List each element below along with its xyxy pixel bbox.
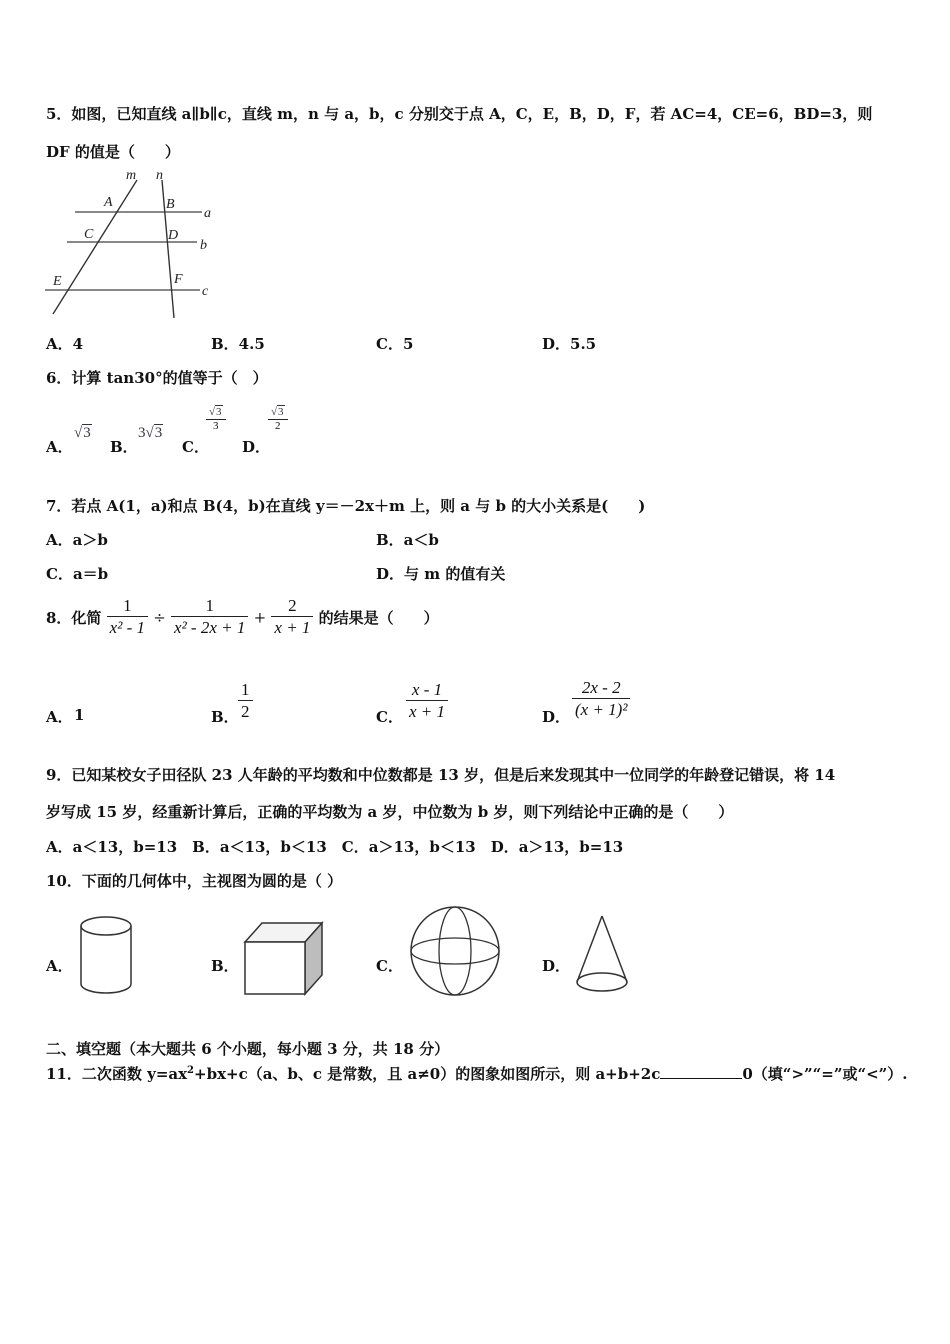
q6-c-den: 3 <box>213 420 219 432</box>
q11-stem <box>46 1063 908 1084</box>
q8-option-a-label: A． <box>46 708 73 726</box>
q6-stem: 6．计算 tan30°的值等于（ ） <box>46 369 268 387</box>
q5-stem: 5．如图，已知直线 a∥b∥c，直线 m，n 与 a，b，c 分别交于点 A，C，E，B，D，F，若 AC=4，CE=6，BD=3，则 <box>46 105 873 123</box>
q8-d-fraction <box>572 678 630 721</box>
q8-c-num: x - 1 <box>406 680 448 701</box>
q6-option-a-value: √3 <box>74 425 91 441</box>
section-2-heading: 二、填空题（本大题共 6 个小题，每小题 3 分，共 18 分） <box>46 1040 450 1058</box>
q6-option-b-label: B． <box>110 438 138 456</box>
cube-icon <box>240 918 330 998</box>
q6-d-fraction: $\frac{√3}{2}$ <box>268 406 288 433</box>
label-C: C <box>84 227 94 242</box>
q8-f2-den: x² - 2x + 1 <box>174 618 246 637</box>
q11-answer-blank[interactable] <box>660 1066 742 1079</box>
q8-d-num: 2x - 2 <box>572 678 630 699</box>
line-m <box>53 180 137 314</box>
label-E: E <box>53 274 62 289</box>
q11-suffix: 0（填“>”“=”或“<”）. <box>742 1065 908 1083</box>
q5-parallel-lines-figure <box>40 168 220 320</box>
q8-option-d-label: D． <box>542 708 571 726</box>
q10-option-a-label: A． <box>46 957 73 975</box>
q8-option-a-value: 1 <box>74 706 85 724</box>
q10-option-c-label: C． <box>376 957 403 975</box>
q9-options: A．a＜13，b=13 B．a＜13，b＜13 C．a＞13，b＜13 D．a＞13，b=13 <box>46 838 624 856</box>
q8-prefix: 8．化简 <box>46 609 102 627</box>
q8-b-den: 2 <box>241 702 250 721</box>
q10-stem: 10．下面的几何体中，主视图为圆的是（ ） <box>46 872 343 890</box>
q6-option-d-label: D． <box>242 438 271 456</box>
q5-option-b: B．4.5 <box>211 335 265 353</box>
q8-option-d-value <box>572 678 630 721</box>
q8-b-num: 1 <box>238 680 253 701</box>
q7-option-a: A．a＞b <box>46 531 108 549</box>
q8-f1-den: x² - 1 <box>109 618 145 637</box>
label-F: F <box>174 272 183 287</box>
q6-option-c-label: C． <box>182 438 209 456</box>
q9-stem-cont: 岁写成 15 岁，经重新计算后，正确的平均数为 a 岁，中位数为 b 岁，则下列结论中正确的是（ ） <box>46 803 734 821</box>
q7-option-c: C．a＝b <box>46 565 109 583</box>
q6-d-den: 2 <box>275 420 281 432</box>
q8-fraction-3 <box>271 596 313 639</box>
q6-d-num-radicand: 3 <box>278 406 284 418</box>
q5-stem-cont: DF 的值是（ ） <box>46 143 180 161</box>
q6-b-radicand: 3 <box>154 425 163 441</box>
q8-plus: + <box>253 608 267 627</box>
sphere-icon <box>406 902 504 1000</box>
label-m: m <box>126 168 137 183</box>
q8-option-c-label: C． <box>376 708 403 726</box>
q11-prefix: 11．二次函数 y=ax <box>46 1065 188 1083</box>
q10-option-d-label: D． <box>542 957 571 975</box>
q11-exponent: 2 <box>187 1065 195 1076</box>
q8-b-fraction <box>238 680 253 723</box>
label-b: b <box>200 238 207 253</box>
q6-option-d-value <box>268 406 288 433</box>
q8-c-fraction <box>406 680 448 723</box>
label-D: D <box>168 228 179 243</box>
q10-option-b-label: B． <box>211 957 239 975</box>
q8-fraction-1 <box>107 596 148 639</box>
q7-option-b: B．a＜b <box>376 531 439 549</box>
label-a: a <box>204 206 211 221</box>
q8-option-c-value <box>406 680 448 723</box>
label-A: A <box>104 195 113 210</box>
q6-c-fraction: $\frac{√3}{3}$ <box>206 406 226 433</box>
q6-option-c-value <box>206 406 226 433</box>
q8-option-b-label: B． <box>211 708 239 726</box>
q9-stem: 9．已知某校女子田径队 23 人年龄的平均数和中位数都是 13 岁，但是后来发现其中一位同学的年龄登记错误，将 14 <box>46 766 836 784</box>
q7-stem: 7．若点 A(1，a)和点 B(4，b)在直线 y＝－2x＋m 上，则 a 与 b 的大小关系是( ) <box>46 497 646 515</box>
q8-stem <box>46 596 439 639</box>
q6-b-coef: 3 <box>138 425 146 441</box>
label-c: c <box>202 284 209 299</box>
q8-f2-num: 1 <box>171 596 248 617</box>
q6-a-radicand: 3 <box>83 425 91 441</box>
q8-divide: ÷ <box>153 608 166 627</box>
label-B: B <box>166 197 175 212</box>
label-n: n <box>156 168 163 183</box>
q8-option-b-value <box>238 680 253 723</box>
q8-fraction-2 <box>171 596 248 639</box>
q5-option-c: C．5 <box>376 335 414 353</box>
q8-d-den: (x + 1)² <box>575 700 628 719</box>
q8-c-den: x + 1 <box>409 702 446 721</box>
q6-option-b-value: 3√3 <box>138 425 163 441</box>
q8-f1-num: 1 <box>107 596 148 617</box>
q6-option-a-label: A． <box>46 438 73 456</box>
q5-option-d: D．5.5 <box>542 335 597 353</box>
q11-middle: +bx+c（a、b、c 是常数，且 a≠0）的图象如图所示，则 a+b+2c <box>194 1065 661 1083</box>
q8-f3-num: 2 <box>271 596 313 617</box>
q5-option-a: A．4 <box>46 335 84 353</box>
q7-option-d: D．与 m 的值有关 <box>376 565 506 583</box>
q8-suffix: 的结果是（ ） <box>318 609 439 627</box>
q6-c-num-radicand: 3 <box>216 406 222 418</box>
cone-icon <box>572 912 634 998</box>
cylinder-icon <box>74 912 138 1000</box>
q8-f3-den: x + 1 <box>274 618 311 637</box>
